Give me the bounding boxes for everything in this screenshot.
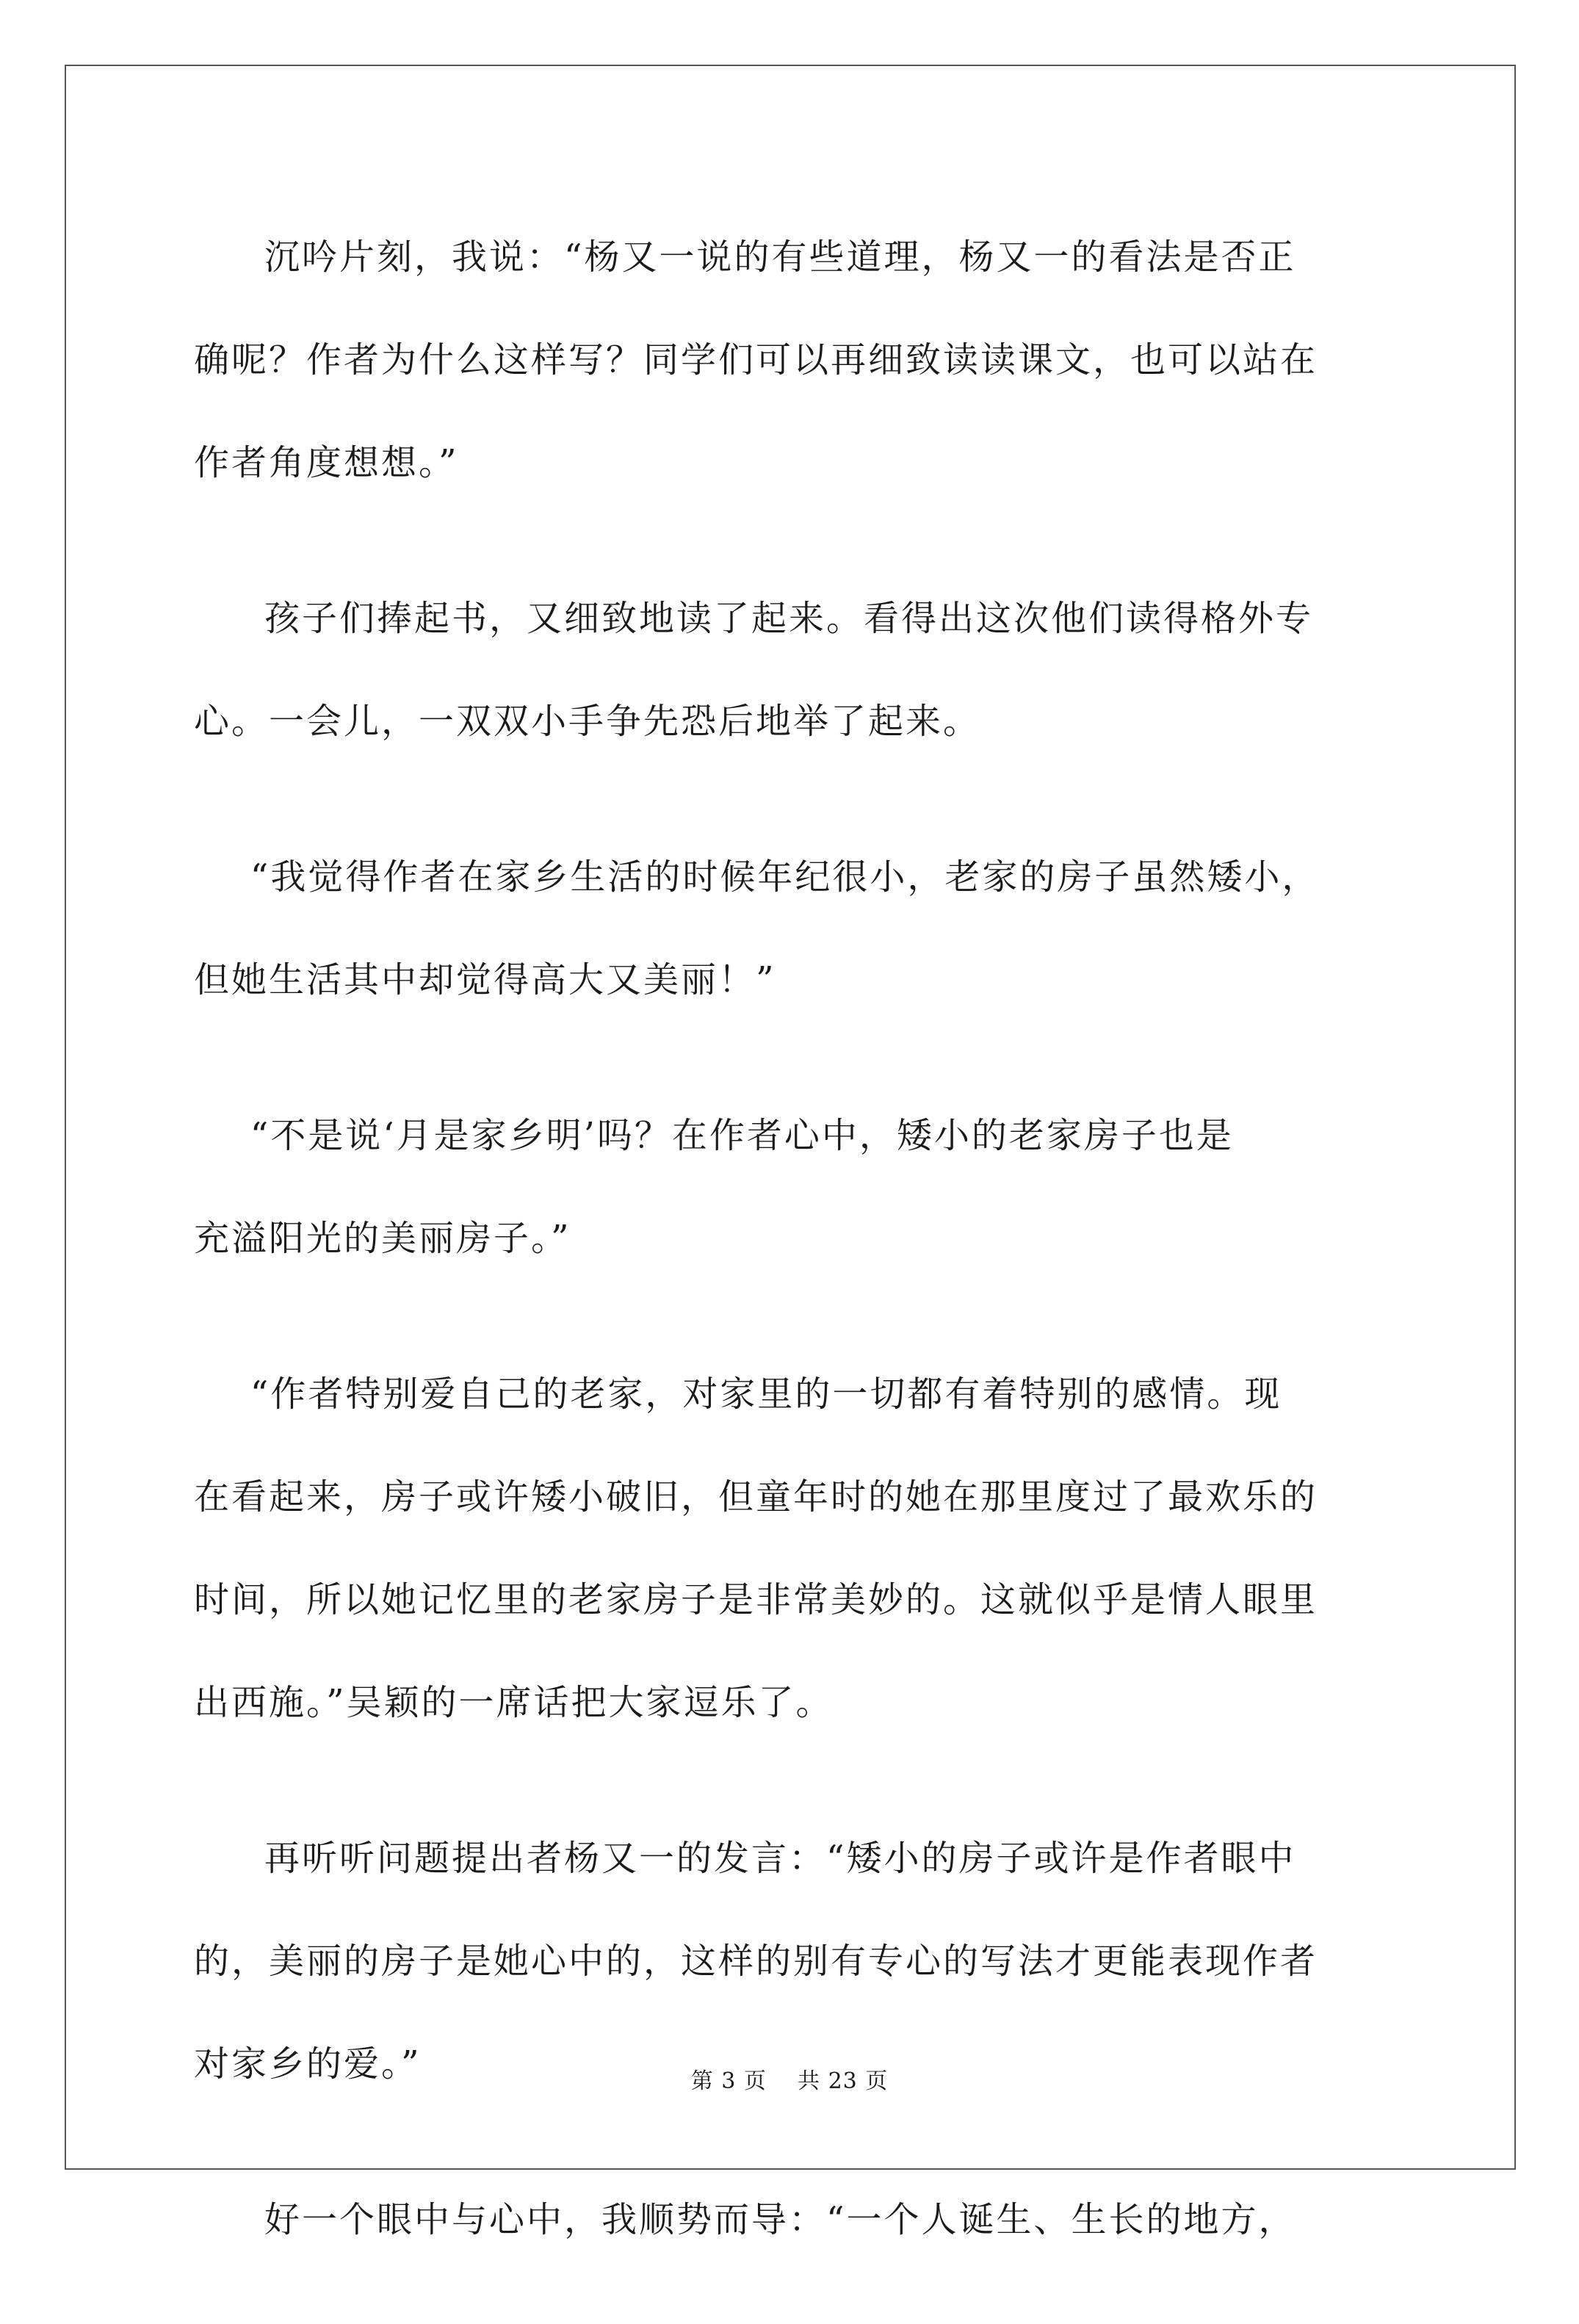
paragraph [194, 2168, 1392, 2271]
paragraph [194, 826, 1392, 1031]
text-line: 的，美丽的房子是她心中的，这样的别有专心的写法才更能表现作者 [194, 1941, 1318, 1982]
text-line: 确呢？作者为什么这样写？同学们可以再细致读读课文，也可以站在 [194, 339, 1318, 380]
text-line: 对家乡的爱。” [194, 2043, 422, 2085]
text-line: 沉吟片刻，我说：“杨又一说的有些道理，杨又一的看法是否正 [264, 237, 1296, 278]
paragraph [194, 1084, 1392, 1290]
page-number: 第 3 页 [690, 2068, 767, 2094]
page-total: 共 23 页 [798, 2068, 889, 2094]
paragraph [194, 206, 1392, 514]
text-line: 孩子们捧起书，又细致地读了起来。看得出这次他们读得格外专 [264, 598, 1314, 639]
text-line: 时间，所以她记忆里的老家房子是非常美妙的。这就似乎是情人眼里 [194, 1579, 1318, 1620]
text-line: 好一个眼中与心中，我顺势而导：“一个人诞生、生长的地方， [264, 2199, 1296, 2240]
text-line: 但她生活其中却觉得高大又美丽！” [194, 959, 776, 1000]
text-line: 充溢阳光的美丽房子。” [194, 1218, 571, 1259]
text-line: 作者角度想想。” [194, 442, 459, 483]
text-line: 在看起来，房子或许矮小破旧，但童年时的她在那里度过了最欢乐的 [194, 1476, 1318, 1518]
text-line: “作者特别爱自己的老家，对家里的一切都有着特别的感情。现 [250, 1374, 1282, 1415]
paragraph [194, 1343, 1392, 1754]
text-line: 再听听问题提出者杨又一的发言：“矮小的房子或许是作者眼中 [264, 1838, 1296, 1879]
text-line: “不是说‘月是家乡明’吗？在作者心中，矮小的老家房子也是 [250, 1115, 1234, 1156]
paragraph [194, 567, 1392, 773]
document-body [194, 206, 1392, 2324]
text-line: “我觉得作者在家乡生活的时候年纪很小，老家的房子虽然矮小， [250, 856, 1320, 898]
page-footer [0, 2063, 1579, 2095]
text-line: 心。一会儿，一双双小手争先恐后地举了起来。 [194, 701, 981, 742]
text-line: 出西施。”吴颖的一席话把大家逗乐了。 [194, 1682, 834, 1723]
